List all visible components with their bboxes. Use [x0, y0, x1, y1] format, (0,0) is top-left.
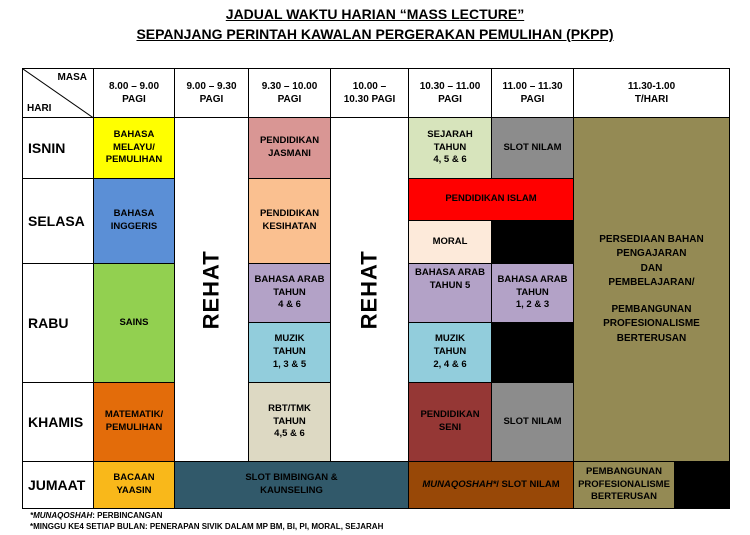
- header-corner: [22, 68, 94, 118]
- cell-selasa-moral: MORAL: [408, 220, 492, 264]
- cell-selasa-pendidikan-islam: PENDIDIKAN ISLAM: [408, 178, 574, 221]
- cell-rabu-muzik-1-3-5: MUZIK TAHUN 1, 3 & 5: [248, 322, 331, 383]
- header-slot: 9.00 – 9.30 PAGI: [174, 68, 249, 118]
- cell-khamis-pendidikan-seni: PENDIDIKAN SENI: [408, 382, 492, 462]
- cell-rabu-sains: SAINS: [93, 263, 175, 383]
- cell-khamis-matematik: MATEMATIK/ PEMULIHAN: [93, 382, 175, 462]
- cell-khamis-slot-nilam: SLOT NILAM: [491, 382, 574, 462]
- footnote-1: *MUNAQOSHAH: PERBINCANGAN: [30, 511, 163, 520]
- header-slot: 9.30 – 10.00 PAGI: [248, 68, 331, 118]
- cell-jumaat-bacaan-yaasin: BACAAN YAASIN: [93, 461, 175, 509]
- cell-rabu-bahasa-arab-1-2-3: BAHASA ARAB TAHUN 1, 2 & 3: [491, 263, 574, 323]
- rehat-break-2: REHAT: [330, 117, 409, 462]
- cell-selasa-blank: [491, 220, 574, 264]
- header-slot: 11.00 – 11.30 PAGI: [491, 68, 574, 118]
- cell-isnin-slot-nilam: SLOT NILAM: [491, 117, 574, 179]
- day-label-selasa: SELASA: [22, 178, 94, 264]
- header-slot: 11.30-1.00 T/HARI: [573, 68, 730, 118]
- rehat-break-1: REHAT: [174, 117, 249, 462]
- cell-jumaat-munaqoshah: MUNAQOSHAH*/ SLOT NILAM: [408, 461, 574, 509]
- day-label-jumaat: JUMAAT: [22, 461, 94, 509]
- cell-jumaat-blank: [674, 461, 730, 509]
- cell-jumaat-pembangunan: PEMBANGUNAN PROFESIONALISME BERTERUSAN: [573, 461, 675, 509]
- cell-selasa-pendidikan-kesihatan: PENDIDIKAN KESIHATAN: [248, 178, 331, 264]
- masa-label: MASA: [57, 72, 87, 83]
- cell-isnin-sejarah: SEJARAH TAHUN 4, 5 & 6: [408, 117, 492, 179]
- cell-selasa-bahasa-inggeris: BAHASA INGGERIS: [93, 178, 175, 264]
- footnote-2: *MINGGU KE4 SETIAP BULAN: PENERAPAN SIVIK DALAM MP BM, BI, PI, MORAL, SEJARAH: [30, 522, 384, 531]
- header-slot: 10.00 – 10.30 PAGI: [330, 68, 409, 118]
- cell-rabu-bahasa-arab-5: BAHASA ARAB TAHUN 5: [408, 263, 492, 323]
- cell-jumaat-bimbingan-kaunseling: SLOT BIMBINGAN & KAUNSELING: [174, 461, 409, 509]
- cell-rabu-blank: [491, 322, 574, 383]
- cell-isnin-pendidikan-jasmani: PENDIDIKAN JASMANI: [248, 117, 331, 179]
- cell-rabu-bahasa-arab-4-6: BAHASA ARAB TAHUN 4 & 6: [248, 263, 331, 323]
- hari-label: HARI: [27, 102, 52, 114]
- cell-persediaan-bahan: PERSEDIAAN BAHAN PENGAJARAN DAN PEMBELAJARAN/ PEMBANGUNAN PROFESIONALISME BERTERUSAN: [573, 117, 730, 462]
- day-label-rabu: RABU: [22, 263, 94, 383]
- day-label-isnin: ISNIN: [22, 117, 94, 179]
- header-slot: 10.30 – 11.00 PAGI: [408, 68, 492, 118]
- cell-isnin-bahasa-melayu: BAHASA MELAYU/ PEMULIHAN: [93, 117, 175, 179]
- header-slot: 8.00 – 9.00 PAGI: [93, 68, 175, 118]
- page-title: JADUAL WAKTU HARIAN “MASS LECTURE”: [225, 6, 525, 22]
- cell-rabu-muzik-2-4-6: MUZIK TAHUN 2, 4 & 6: [408, 322, 492, 383]
- day-label-khamis: KHAMIS: [22, 382, 94, 462]
- page-subtitle: SEPANJANG PERINTAH KAWALAN PERGERAKAN PEMULIHAN (PKPP): [136, 26, 614, 42]
- cell-khamis-rbt-tmk: RBT/TMK TAHUN 4,5 & 6: [248, 382, 331, 462]
